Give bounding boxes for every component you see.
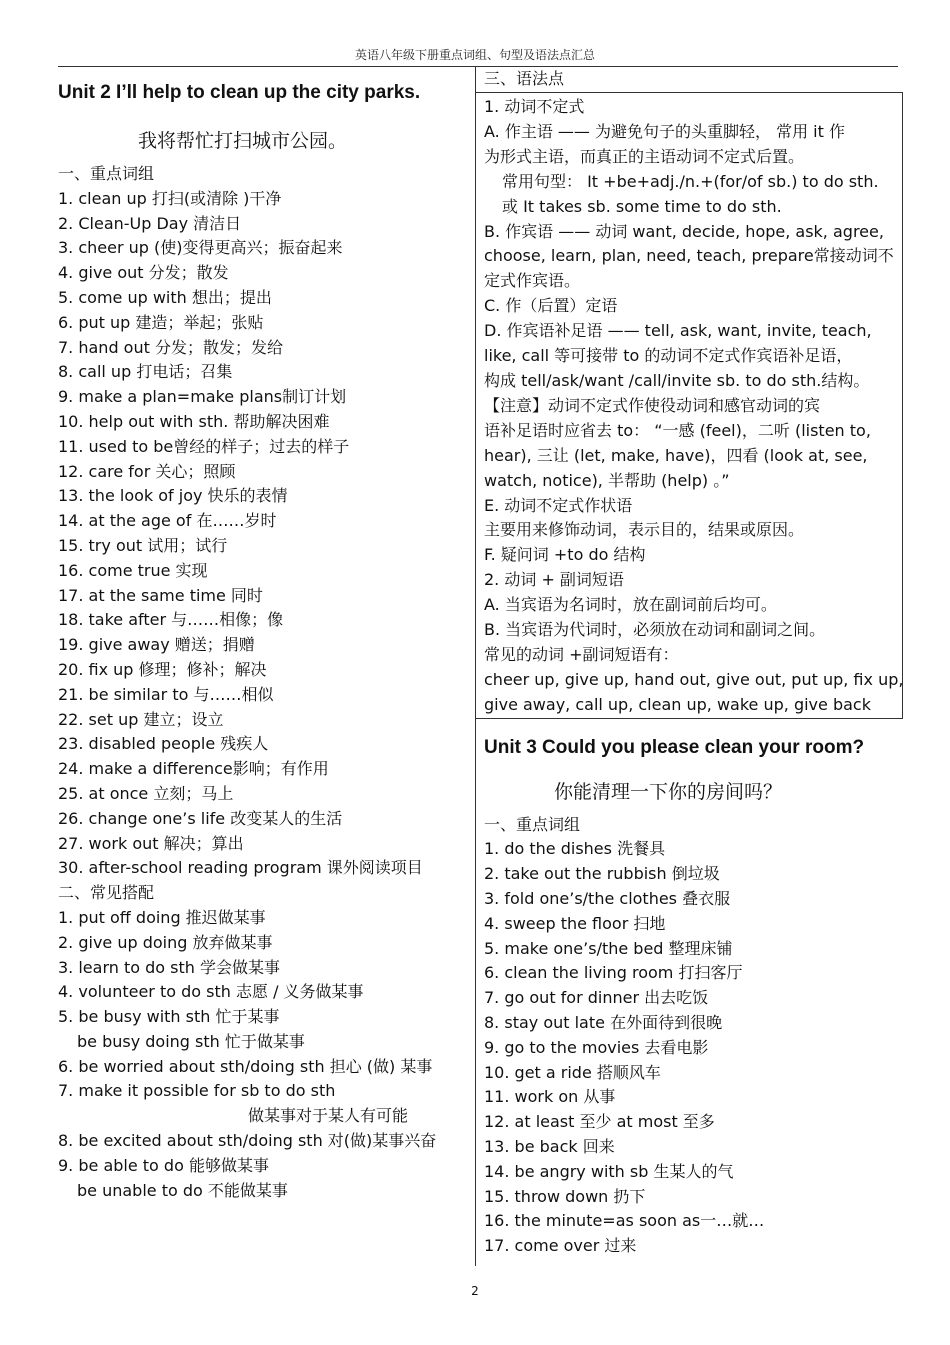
phrase-item: 10. help out with sth. 帮助解决困难 bbox=[58, 411, 330, 431]
phrase-item: 21. be similar to 与……相似 bbox=[58, 684, 274, 704]
grammar-line: 1. 动词不定式 bbox=[484, 97, 585, 116]
phrase-item: 9. make a plan=make plans制订计划 bbox=[58, 387, 347, 407]
unit2-phrases-heading: 一、重点词组 bbox=[58, 164, 155, 183]
collocation-item: 4. volunteer to do sth 志愿 / 义务做某事 bbox=[58, 982, 364, 1002]
grammar-heading: 三、语法点 bbox=[484, 69, 565, 88]
phrase-item: 13. the look of joy 快乐的表情 bbox=[58, 486, 288, 506]
grammar-line: B. 当宾语为代词时，必须放在动词和副词之间。 bbox=[484, 620, 826, 640]
phrase-item: 27. work out 解决；算出 bbox=[58, 833, 244, 853]
grammar-box bbox=[475, 92, 903, 719]
unit2-collocation-list bbox=[58, 906, 478, 1204]
grammar-line: cheer up, give up, hand out, give out, put up, fix up, bbox=[484, 669, 904, 689]
phrase-item: 2. Clean-Up Day 清洁日 bbox=[58, 213, 242, 233]
grammar-line: 常见的动词 +副词短语有： bbox=[484, 644, 679, 664]
grammar-line: 常用句型： It +be+adj./n.+(for/of sb.) to do sth. bbox=[502, 171, 879, 191]
collocation-item: be unable to do 不能做某事 bbox=[77, 1180, 288, 1200]
unit3-phrases-heading: 一、重点词组 bbox=[484, 814, 581, 834]
unit3-section bbox=[484, 733, 904, 1259]
grammar-line: 或 It takes sb. some time to do sth. bbox=[502, 196, 782, 216]
unit3-title: Unit 3 Could you please clean your room? bbox=[484, 736, 865, 758]
phrase-item: 20. fix up 修理；修补；解决 bbox=[58, 659, 267, 679]
page-number: 2 bbox=[471, 1284, 479, 1298]
phrase-item: 19. give away 赠送；捐赠 bbox=[58, 635, 255, 655]
phrase-item: 2. take out the rubbish 倒垃圾 bbox=[484, 864, 720, 884]
phrase-item: 7. hand out 分发；散发；发给 bbox=[58, 337, 283, 357]
phrase-item: 4. give out 分发；散发 bbox=[58, 263, 229, 283]
phrase-item: 16. come true 实现 bbox=[58, 560, 208, 580]
left-column bbox=[58, 78, 478, 1203]
phrase-item: 30. after-school reading program 课外阅读项目 bbox=[58, 858, 423, 878]
running-header: 英语八年级下册重点词组、句型及语法点汇总 bbox=[354, 48, 595, 62]
unit2-collocations-heading: 二、常见搭配 bbox=[58, 883, 155, 903]
phrase-item: 1. do the dishes 洗餐具 bbox=[484, 839, 666, 859]
grammar-line: 语补足语时应省去 to： “一感 (feel)，二听 (listen to, bbox=[484, 420, 871, 440]
grammar-line: C. 作（后置）定语 bbox=[484, 296, 618, 316]
grammar-line: 构成 tell/ask/want /call/invite sb. to do sth.结构。 bbox=[484, 370, 870, 390]
phrase-item: 7. go out for dinner 出去吃饭 bbox=[484, 988, 709, 1008]
collocation-item: 1. put off doing 推迟做某事 bbox=[58, 907, 266, 927]
grammar-line: D. 作宾语补足语 —— tell, ask, want, invite, teach, bbox=[484, 321, 872, 341]
phrase-item: 12. at least 至少 at most 至多 bbox=[484, 1112, 715, 1132]
phrase-item: 14. at the age of 在……岁时 bbox=[58, 511, 277, 531]
phrase-item: 8. stay out late 在外面待到很晚 bbox=[484, 1013, 723, 1033]
grammar-line: watch, notice), 半帮助 (help) 。” bbox=[484, 470, 730, 490]
grammar-lines bbox=[484, 95, 902, 718]
unit3-subtitle-cn: 你能清理一下你的房间吗？ bbox=[554, 780, 783, 803]
grammar-line: 主要用来修饰动词，表示目的，结果或原因。 bbox=[484, 520, 805, 540]
phrase-item: 25. at once 立刻；马上 bbox=[58, 783, 234, 803]
phrase-item: 13. be back 回来 bbox=[484, 1137, 615, 1157]
phrase-item: 9. go to the movies 去看电影 bbox=[484, 1037, 709, 1057]
collocation-item: 9. be able to do 能够做某事 bbox=[58, 1155, 269, 1175]
phrase-item: 11. work on 从事 bbox=[484, 1087, 616, 1107]
phrase-item: 3. fold one’s/the clothes 叠衣服 bbox=[484, 889, 731, 909]
unit2-title: Unit 2 I’ll help to clean up the city parks. bbox=[58, 82, 421, 103]
phrase-item: 23. disabled people 残疾人 bbox=[58, 734, 269, 754]
phrase-item: 6. put up 建造；举起；张贴 bbox=[58, 312, 264, 332]
phrase-item: 17. at the same time 同时 bbox=[58, 585, 263, 605]
collocation-item: 8. be excited about sth/doing sth 对(做)某事兴奋 bbox=[58, 1131, 437, 1151]
grammar-line: 定式作宾语。 bbox=[484, 271, 581, 291]
collocation-item: 7. make it possible for sb to do sth bbox=[58, 1081, 336, 1101]
phrase-item: 10. get a ride 搭顺风车 bbox=[484, 1062, 661, 1082]
phrase-item: 17. come over 过来 bbox=[484, 1236, 637, 1256]
collocation-item: 6. be worried about sth/doing sth 担心 (做) 某事 bbox=[58, 1056, 433, 1076]
grammar-line: 2. 动词 + 副词短语 bbox=[484, 570, 624, 590]
phrase-item: 12. care for 关心；照顾 bbox=[58, 461, 236, 481]
phrase-item: 4. sweep the floor 扫地 bbox=[484, 913, 666, 933]
grammar-line: B. 作宾语 —— 动词 want, decide, hope, ask, agree, bbox=[484, 221, 884, 241]
phrase-item: 8. call up 打电话；召集 bbox=[58, 362, 233, 382]
grammar-line: E. 动词不定式作状语 bbox=[484, 495, 633, 515]
grammar-line: F. 疑问词 +to do 结构 bbox=[484, 545, 646, 565]
phrase-item: 18. take after 与……相像；像 bbox=[58, 610, 284, 630]
unit3-phrase-list bbox=[484, 837, 904, 1259]
grammar-line: like, call 等可接带 to 的动词不定式作宾语补足语， bbox=[484, 346, 853, 366]
grammar-line: hear), 三让 (let, make, have)，四看 (look at, see, bbox=[484, 445, 868, 465]
collocation-item: 3. learn to do sth 学会做某事 bbox=[58, 957, 280, 977]
grammar-line: A. 当宾语为名词时，放在副词前后均可。 bbox=[484, 595, 777, 615]
collocation-item: 5. be busy with sth 忙于某事 bbox=[58, 1007, 280, 1027]
unit2-subtitle-cn: 我将帮忙打扫城市公园。 bbox=[138, 130, 348, 152]
phrase-item: 26. change one’s life 改变某人的生活 bbox=[58, 808, 343, 828]
grammar-line: 为形式主语，而真正的主语动词不定式后置。 bbox=[484, 146, 805, 166]
phrase-item: 11. used to be曾经的样子；过去的样子 bbox=[58, 436, 350, 456]
grammar-line: A. 作主语 —— 为避免句子的头重脚轻， 常用 it 作 bbox=[484, 121, 845, 141]
phrase-item: 15. throw down 扔下 bbox=[484, 1186, 646, 1206]
phrase-item: 24. make a difference影响；有作用 bbox=[58, 759, 329, 779]
phrase-item: 3. cheer up (使)变得更高兴；振奋起来 bbox=[58, 238, 343, 258]
grammar-line: 【注意】动词不定式作使役动词和感官动词的宾 bbox=[484, 395, 821, 415]
collocation-item: 2. give up doing 放弃做某事 bbox=[58, 932, 273, 952]
phrase-item: 6. clean the living room 打扫客厅 bbox=[484, 963, 743, 983]
phrase-item: 5. come up with 想出；提出 bbox=[58, 287, 272, 307]
phrase-item: 14. be angry with sb 生某人的气 bbox=[484, 1161, 734, 1181]
phrase-item: 5. make one’s/the bed 整理床铺 bbox=[484, 938, 733, 958]
grammar-line: choose, learn, plan, need, teach, prepare常接动词不 bbox=[484, 246, 894, 266]
collocation-item: be busy doing sth 忙于做某事 bbox=[77, 1031, 305, 1051]
phrase-item: 16. the minute=as soon as一…就… bbox=[484, 1211, 765, 1231]
phrase-item: 1. clean up 打扫(或清除 )干净 bbox=[58, 188, 282, 208]
grammar-line: give away, call up, clean up, wake up, give back bbox=[484, 694, 871, 714]
unit2-phrase-list bbox=[58, 187, 478, 881]
collocation-item: 做某事对于某人有可能 bbox=[248, 1106, 409, 1126]
phrase-item: 15. try out 试用；试行 bbox=[58, 535, 228, 555]
right-column bbox=[484, 66, 904, 1259]
phrase-item: 22. set up 建立；设立 bbox=[58, 709, 224, 729]
